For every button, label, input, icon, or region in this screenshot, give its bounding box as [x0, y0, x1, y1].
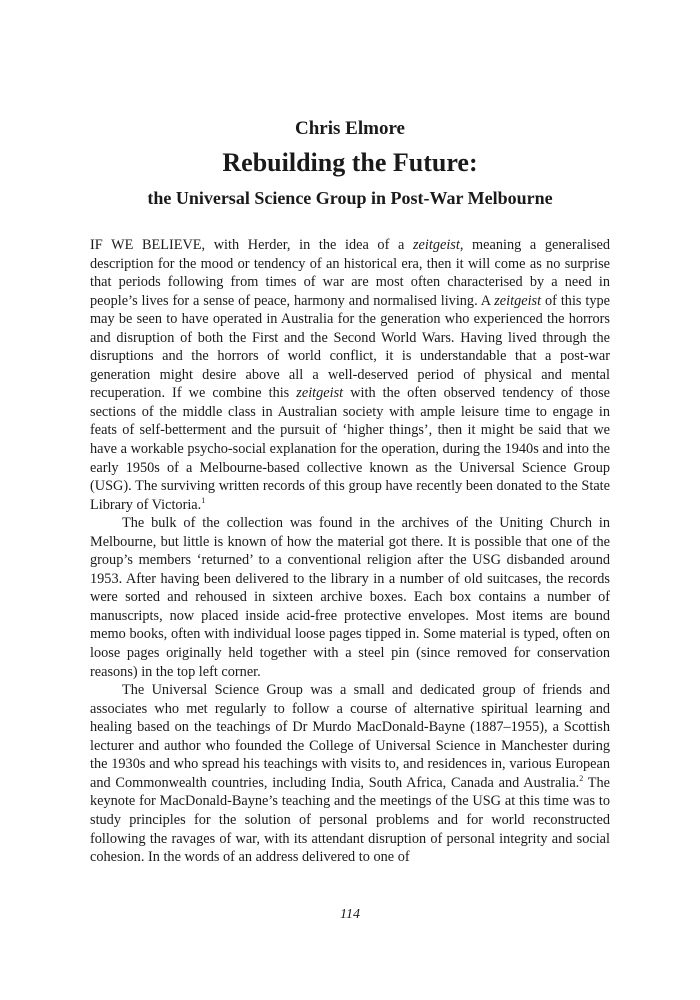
paragraph-text: , meaning a generalised description for the mood or tendency of an historical era, then it will come as no surprise that periods following from times of war are most often characterised by a need in people’s lives for a sense of peace, harmony and normalised living. A: [90, 237, 611, 309]
italic-term: zeitgeist: [412, 237, 460, 253]
paragraph-text: The Universal Science Group was a small and dedicated group of friends and associates who met regularly to follow a course of alternative spiritual learning and healing based on the teachings of Dr Murdo MacDonald-Bayne (1887–1955), a Scottish lecturer and author who founded the College of Universal Science in Manchester during the 1930s and who spread his teachings with visits to, and residences in, various European and Commonwealth countries, including India, South Africa, Canada and Australia.: [90, 682, 610, 791]
italic-term: zeitgeist: [296, 385, 344, 402]
body-paragraph: [90, 681, 610, 866]
paragraph-text: IF WE BELIEVE, with Herder, in the idea of a: [90, 237, 413, 253]
body-paragraph: [90, 514, 610, 681]
article-title: Rebuilding the Future:: [222, 148, 478, 177]
paragraph-text: of this type may be seen to have operated in Australia for the generation who experienced the horrors and disruption of both the First and the Second World Wars. Having lived through the disruptions and the horrors of world conflict, it is understandable that a post-war generation might desire above all a well-deserved period of physical and mental recuperation. If we combine this: [90, 292, 611, 402]
article-body: [90, 236, 610, 867]
paragraph-text: with the often observed tendency of those sections of the middle class in Australian society with ample leisure time to engage in feats of self-betterment and the pursuit of ‘higher things’, then it might be said that we have a workable psycho-social explanation for the operation, during the 1940s and into the early 1950s of a Melbourne-based collective known as the Universal Science Group (USG). The surviving written records of this group have recently been donated to the State Library of Victoria.: [90, 385, 610, 513]
italic-term: zeitgeist: [494, 292, 542, 309]
author-name: Chris Elmore: [295, 118, 405, 139]
paragraph-text: The keynote for MacDonald-Bayne’s teaching and the meetings of the USG at this time was to study principles for the solution of personal problems and for world reconstructed following the ravages of war, with its attendant disruption of personal integrity and social cohesion. In the words of an address delivered to one of: [90, 774, 610, 866]
article-subtitle: the Universal Science Group in Post-War Melbourne: [147, 188, 553, 208]
body-paragraph: [90, 236, 610, 514]
paragraph-text: The bulk of the collection was found in the archives of the Uniting Church in Melbourne, but little is known of how the material got there. It is possible that one of the group’s members ‘returned’ to a conventional religion after the USG disbanded around 1953. After having been delivered to the library in a number of old suitcases, the records were sorted and rehoused in sixteen archive boxes. Each box contains a number of manuscripts, now placed inside acid-free protective envelopes. Most items are bound memo books, often with individual loose pages tipped in. Some material is typed, often on loose pages originally held together with a steel pin (since removed for conservation reasons) in the top left corner.: [90, 515, 610, 680]
footnote-marker: 1: [201, 495, 206, 505]
page-number: 114: [340, 907, 360, 922]
footnote-marker: 2: [579, 774, 584, 784]
